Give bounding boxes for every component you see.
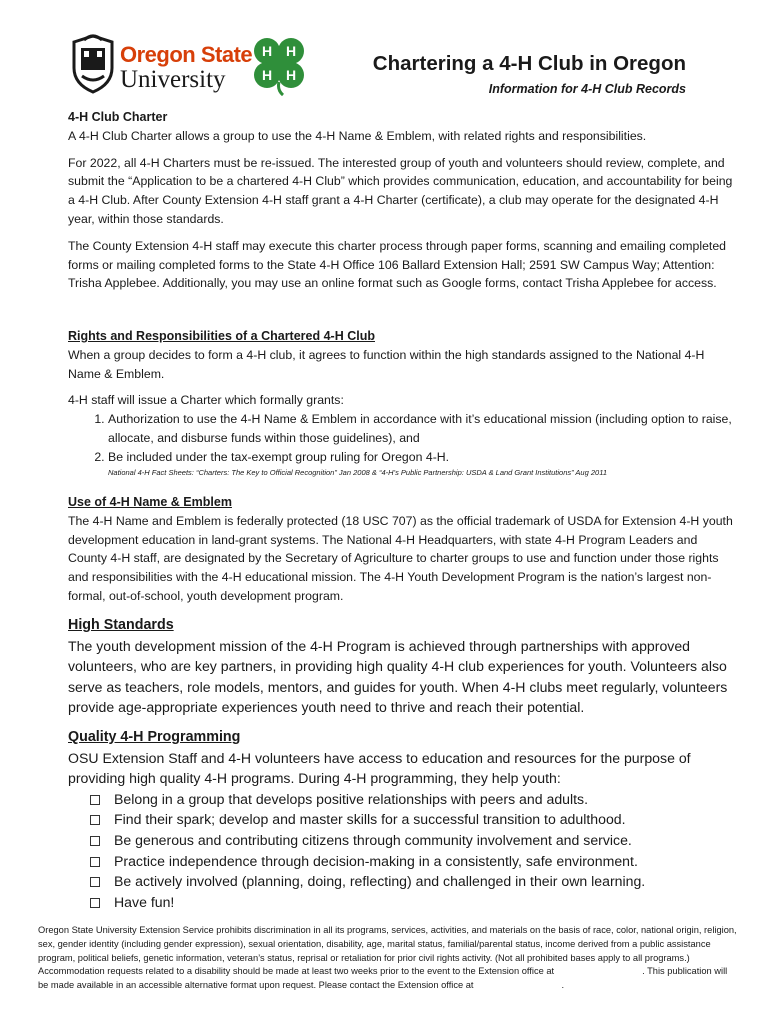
nondiscrimination-footer — [38, 924, 738, 993]
rights-citation: National 4-H Fact Sheets: “Charters: The Key to Official Recognition” Jan 2008 & “4-H’s Public Partnership: USDA & Land Grant Institutions” Aug 2011 — [108, 467, 607, 477]
rights-heading: Rights and Responsibilities of a Chartered 4-H Club — [68, 329, 375, 343]
footer-text-1: Oregon State University Extension Service prohibits discrimination in all its programs, services, activities, and materials on the basis of race, color, national origin, religion, sex, gender identity (including gender expression), sexual orientation, disability, age, marital status, familial/parental status, income derived from a public assistance program, political beliefs, genetic information, veteran’s status, reprisal or retaliation for prior civil rights activity. (Not all prohibited bases apply to all programs.) Accommodation requests related to a disability should be made at least two weeks prior to the event to the Extension office at — [38, 925, 737, 977]
standards-heading: High Standards — [68, 617, 174, 633]
charter-paragraph-1: A 4-H Club Charter allows a group to use the 4-H Name & Emblem, with related rights and responsibilities. — [68, 128, 647, 143]
osu-shield-icon — [70, 34, 116, 94]
footer-text-2: . This publication will be made available in an accessible alternative format upon request. Please contact the Extension office at — [38, 966, 728, 991]
footer-text-3: . — [561, 980, 565, 991]
checkbox-bullet-icon — [90, 898, 100, 908]
quality-list-item: Belong in a group that develops positive relationships with peers and adults. — [90, 789, 734, 810]
page-subtitle: Information for 4-H Club Records — [488, 82, 686, 96]
charter-section — [68, 108, 734, 293]
checkbox-bullet-icon — [90, 795, 100, 805]
standards-section — [68, 615, 734, 718]
rights-paragraph-2: 4-H staff will issue a Charter which formally grants: — [68, 393, 344, 408]
rights-section — [68, 327, 734, 479]
quality-heading: Quality 4-H Programming — [68, 729, 241, 745]
clover-letter-br: H — [285, 67, 297, 83]
rights-paragraph-1: When a group decides to form a 4-H club, it agrees to function within the high standards assigned to the National 4-H Name & Emblem. — [68, 347, 705, 381]
quality-paragraph-1: OSU Extension Staff and 4-H volunteers have access to education and resources for the purpose of providing high quality 4-H programs. During 4-H programming, they help youth: — [68, 749, 691, 787]
quality-section — [68, 727, 734, 912]
osu-logo-line1: Oregon State — [120, 42, 253, 67]
quality-list-item: Have fun! — [90, 892, 734, 913]
quality-list — [68, 789, 734, 913]
clover-letter-bl: H — [261, 67, 273, 83]
checkbox-bullet-icon — [90, 815, 100, 825]
clover-letter-tl: H — [261, 43, 273, 59]
checkbox-bullet-icon — [90, 836, 100, 846]
emblem-section — [68, 493, 734, 606]
standards-paragraph-1: The youth development mission of the 4-H Program is achieved through partnerships with approved volunteers, who are key partners, in providing high quality 4-H club experiences for youth. Volunteers also serve as teachers, role models, mentors, and guides for youth. When 4-H clubs meet regularly, volunteers provide age-appropriate experiences youth need to thrive and reach their potential. — [68, 637, 728, 716]
osu-logo — [70, 34, 253, 98]
rights-list-item: 2. Be included under the tax-exempt group ruling for Oregon 4-H. — [108, 448, 734, 467]
quality-list-item: Be actively involved (planning, doing, reflecting) and challenged in their own learning. — [90, 871, 734, 892]
clover-letter-tr: H — [285, 43, 297, 59]
checkbox-bullet-icon — [90, 877, 100, 887]
quality-list-item: Practice independence through decision-making in a consistently, safe environment. — [90, 851, 734, 872]
charter-heading: 4-H Club Charter — [68, 110, 168, 124]
4h-clover-icon — [249, 34, 309, 96]
quality-list-item: Be generous and contributing citizens through community involvement and service. — [90, 830, 734, 851]
rights-list — [68, 410, 734, 466]
osu-logo-line2: University — [120, 66, 226, 93]
page-title: Chartering a 4-H Club in Oregon — [372, 52, 686, 75]
rights-list-item: 1. Authorization to use the 4-H Name & Emblem in accordance with it’s educational mission (including option to raise, allocate, and disburse funds within those guidelines), and — [108, 410, 734, 448]
emblem-paragraph-1: The 4-H Name and Emblem is federally protected (18 USC 707) as the official trademark of USDA for Extension 4-H youth development education in land-grant systems. The National 4-H Headquarters, with state 4-H Program Leaders and County 4-H staff, are designated by the Secretary of Agriculture to charter groups to use and function under those rights and responsibilities with the 4-H educational mission. The 4-H Youth Development Program is the nation’s largest non-formal, out-of-school, youth development program. — [68, 513, 733, 603]
emblem-heading: Use of 4-H Name & Emblem — [68, 495, 232, 509]
checkbox-bullet-icon — [90, 857, 100, 867]
charter-paragraph-3: The County Extension 4-H staff may execute this charter process through paper forms, scanning and emailing completed forms or mailing completed forms to the State 4-H Office 106 Ballard Extension Hall; 2591 SW Campus Way; Attention: Trisha Applebee. Additionally, you may use an online format such as Google forms, contact Trisha Applebee for access. — [68, 238, 726, 291]
charter-paragraph-2: For 2022, all 4-H Charters must be re-issued. The interested group of youth and volunteers should review, complete, and submit the “Application to be a chartered 4-H Club” which provides communication, education, and accountability for being a 4-H Club. After County Extension 4-H staff grant a 4-H Charter (certificate), a club may operate for the designated 4-H year, within those standards. — [68, 155, 733, 226]
quality-list-item: Find their spark; develop and master skills for a successful transition to adulthood. — [90, 809, 734, 830]
